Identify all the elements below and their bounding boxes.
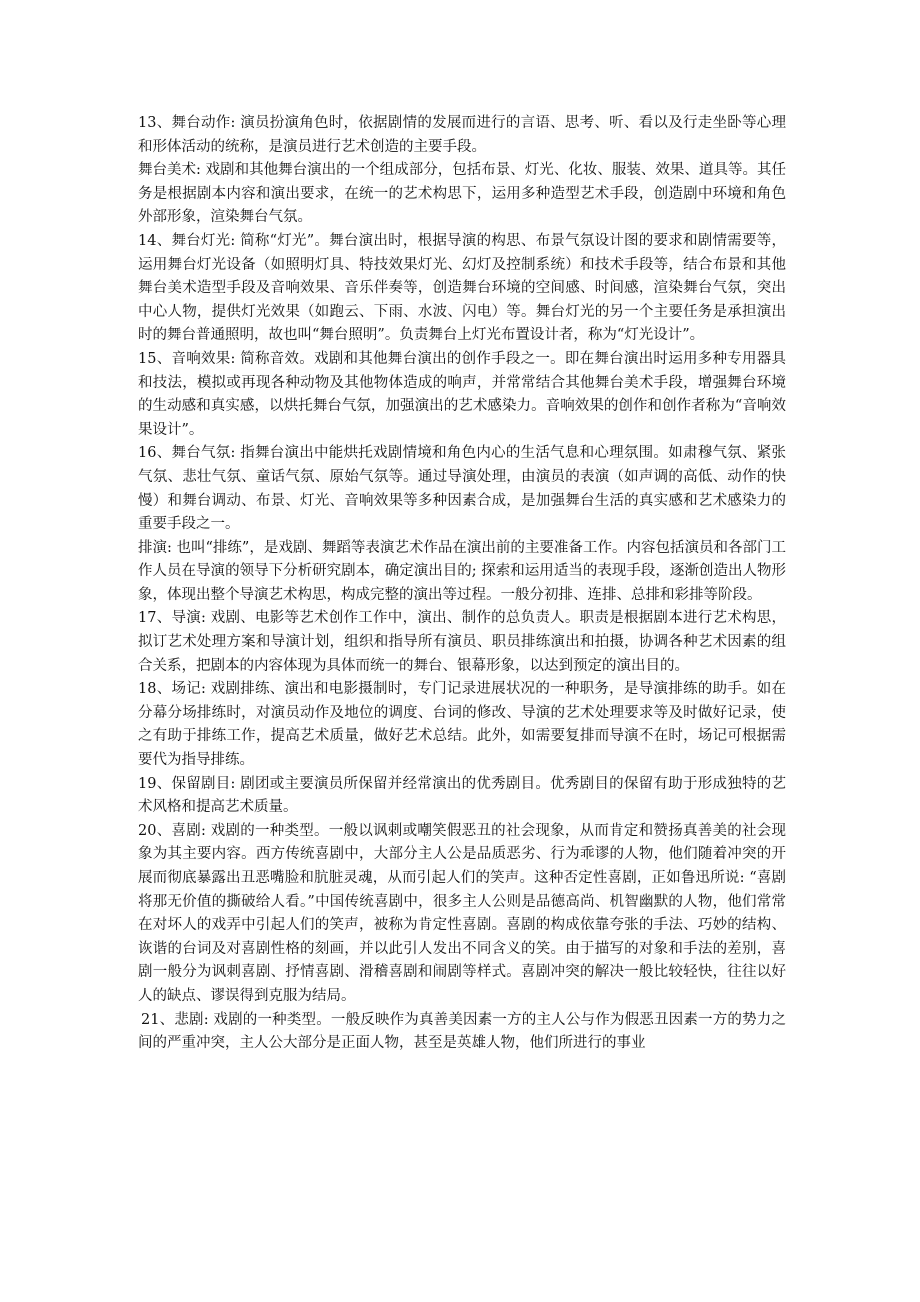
- paragraph-director: 17、导演: 戏剧、电影等艺术创作工作中，演出、制作的总负责人。职责是根据剧本进行艺术构思，拟订艺术处理方案和导演计划，组织和指导所有演员、职员排练演出和拍摄，协调各种艺术因素的组合关系，把剧本的内容体现为具体而统一的舞台、银幕形象，以达到预定的演出目的。: [138, 610, 786, 674]
- paragraph-tragedy: 21、悲剧: 戏剧的一种类型。一般反映作为真善美因素一方的主人公与作为假恶丑因素一方的势力之间的严重冲突，主人公大部分是正面人物，甚至是英雄人物，他们所进行的事业: [138, 1011, 786, 1052]
- paragraph-stage-art: 舞台美术: 戏剧和其他舞台演出的一个组成部分，包括布景、灯光、化妆、服装、效果、道具等。其任务是根据剧本内容和演出要求，在统一的艺术构思下，运用多种造型艺术手段，创造剧中环境和角色外部形象，渲染舞台气氛。: [138, 162, 786, 226]
- paragraph-sound-effects: 15、音响效果: 简称音效。戏剧和其他舞台演出的创作手段之一。即在舞台演出时运用多种专用器具和技法，模拟或再现各种动物及其他物体造成的响声，并常常结合其他舞台美术手段，增强舞台环境的生动感和真实感，以烘托舞台气氛，加强演出的艺术感染力。音响效果的创作和创作者称为“音响效果设计”。: [138, 350, 786, 438]
- document-body: [138, 112, 786, 1056]
- paragraph-stage-lighting: 14、舞台灯光: 简称“灯光”。舞台演出时，根据导演的构思、布景气氛设计图的要求和剧情需要等，运用舞台灯光设备（如照明灯具、特技效果灯光、幻灯及控制系统）和技术手段等，结合布景和其他舞台美术造型手段及音响效果、音乐伴奏等，创造舞台环境的空间感、时间感，渲染舞台气氛，突出中心人物，提供灯光效果（如跑云、下雨、水波、闪电）等。舞台灯光的另一个主要任务是承担演出时的舞台普通照明，故也叫“舞台照明”。负责舞台上灯光布置设计者，称为“灯光设计”。: [138, 232, 786, 344]
- paragraph-rehearsal: 排演: 也叫“排练”，是戏剧、舞蹈等表演艺术作品在演出前的主要准备工作。内容包括演员和各部门工作人员在导演的领导下分析研究剧本，确定演出目的; 探索和运用适当的表现手段，逐渐创造出人物形象，体现出整个导演艺术构思，构成完整的演出等过程。一般分初排、连排、总排和彩排等阶段。: [138, 539, 786, 603]
- paragraph-script-supervisor: 18、场记: 戏剧排练、演出和电影摄制时，专门记录进展状况的一种职务，是导演排练的助手。如在分幕分场排练时，对演员动作及地位的调度、台词的修改、导演的艺术处理要求等及时做好记录，使之有助于排练工作，提高艺术质量，做好艺术总结。此外，如需要复排而导演不在时，场记可根据需要代为指导排练。: [138, 681, 786, 769]
- paragraph-repertoire: 19、保留剧目: 剧团或主要演员所保留并经常演出的优秀剧目。优秀剧目的保留有助于形成独特的艺术风格和提高艺术质量。: [138, 775, 786, 816]
- paragraph-stage-atmosphere: 16、舞台气氛: 指舞台演出中能烘托戏剧情境和角色内心的生活气息和心理氛围。如肃穆气氛、紧张气氛、悲壮气氛、童话气氛、原始气氛等。通过导演处理，由演员的表演（如声调的高低、动作的快慢）和舞台调动、布景、灯光、音响效果等多种因素合成，是加强舞台生活的真实感和艺术感染力的重要手段之一。: [138, 445, 786, 533]
- paragraph-stage-action: 13、舞台动作: 演员扮演角色时，依据剧情的发展而进行的言语、思考、听、看以及行走坐卧等心理和形体活动的统称，是演员进行艺术创造的主要手段。: [138, 115, 786, 155]
- paragraph-comedy: 20、喜剧: 戏剧的一种类型。一般以讽刺或嘲笑假恶丑的社会现象，从而肯定和赞扬真善美的社会现象为其主要内容。西方传统喜剧中，大部分主人公是品质恶劣、行为乖谬的人物，他们随着冲突的开展而彻底暴露出丑恶嘴脸和肮脏灵魂，从而引起人们的笑声。这种否定性喜剧，正如鲁迅所说: “喜剧将那无价值的撕破给人看。”中国传统喜剧中，很多主人公则是品德高尚、机智幽默的人物，他们常常在对坏人的戏弄中引起人们的笑声，被称为肯定性喜剧。喜剧的构成依靠夸张的手法、巧妙的结构、诙谐的台词及对喜剧性格的刻画，并以此引人发出不同含义的笑。由于描写的对象和手法的差别，喜剧一般分为讽刺喜剧、抒情喜剧、滑稽喜剧和闹剧等样式。喜剧冲突的解决一般比较轻快，往往以好人的缺点、谬误得到克服为结局。: [138, 822, 786, 1004]
